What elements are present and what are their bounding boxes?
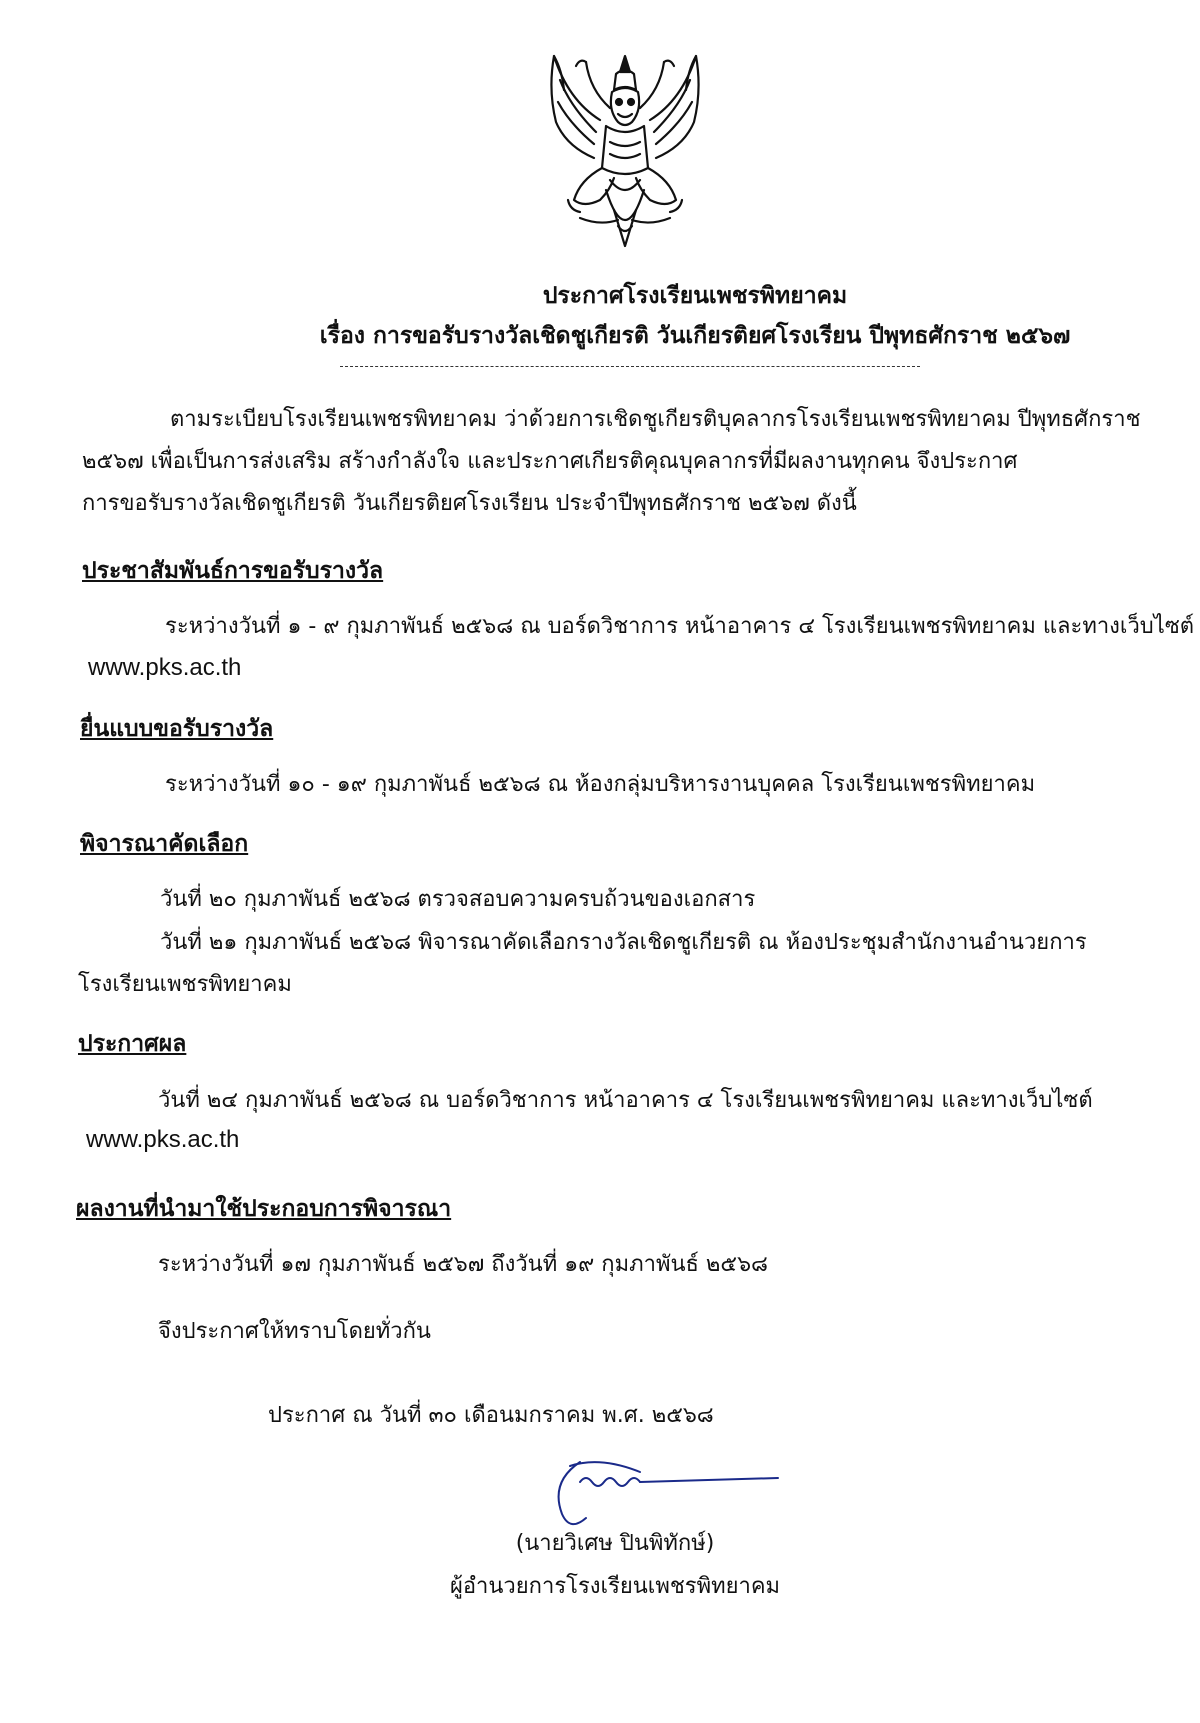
section-heading-works: ผลงานที่นำมาใช้ประกอบการพิจารณา: [76, 1196, 452, 1222]
closing-statement: จึงประกาศให้ทราบโดยทั่วกัน: [158, 1319, 431, 1344]
signatory-name: (นายวิเศษ ปินพิทักษ์): [515, 1531, 715, 1556]
selection-line-2: วันที่ ๒๑ กุมภาพันธ์ ๒๕๖๘ พิจารณาคัดเลือกรางวัลเชิดชูเกียรติ ณ ห้องประชุมสำนักงานอำนวยการ: [160, 930, 1087, 955]
works-line-1: ระหว่างวันที่ ๑๗ กุมภาพันธ์ ๒๕๖๗ ถึงวันที่ ๑๙ กุมภาพันธ์ ๒๕๖๘: [158, 1252, 769, 1277]
section-heading-selection: พิจารณาคัดเลือก: [80, 831, 249, 857]
handwritten-signature: [540, 1452, 790, 1532]
document-title: ประกาศโรงเรียนเพชรพิทยาคม: [542, 283, 848, 309]
announcement-date: ประกาศ ณ วันที่ ๓๐ เดือนมกราคม พ.ศ. ๒๕๖๘: [268, 1403, 714, 1428]
document-subject: เรื่อง การขอรับรางวัลเชิดชูเกียรติ วันเกียรติยศโรงเรียน ปีพุทธศักราช ๒๕๖๗: [319, 323, 1071, 349]
garuda-emblem-icon: [540, 50, 710, 255]
section-heading-announcement: ประกาศผล: [78, 1031, 187, 1057]
submission-line-1: ระหว่างวันที่ ๑๐ - ๑๙ กุมภาพันธ์ ๒๕๖๘ ณ ห้องกลุ่มบริหารงานบุคคล โรงเรียนเพชรพิทยาคม: [165, 772, 1036, 797]
title-divider: [340, 366, 920, 367]
intro-line-3: การขอรับรางวัลเชิดชูเกียรติ วันเกียรติยศโรงเรียน ประจำปีพุทธศักราช ๒๕๖๗ ดังนี้: [82, 491, 857, 516]
section-heading-publicity: ประชาสัมพันธ์การขอรับรางวัล: [82, 558, 384, 584]
publicity-line-1: ระหว่างวันที่ ๑ - ๙ กุมภาพันธ์ ๒๕๖๘ ณ บอร์ดวิชาการ หน้าอาคาร ๔ โรงเรียนเพชรพิทยาคม และทางเว็บไซต์: [165, 614, 1195, 639]
intro-line-1: ตามระเบียบโรงเรียนเพชรพิทยาคม ว่าด้วยการเชิดชูเกียรติบุคลากรโรงเรียนเพชรพิทยาคม ปีพุทธศักราช: [170, 407, 1141, 432]
selection-line-3: โรงเรียนเพชรพิทยาคม: [78, 972, 292, 997]
intro-line-2: ๒๕๖๗ เพื่อเป็นการส่งเสริม สร้างกำลังใจ และประกาศเกียรติคุณบุคลากรที่มีผลงานทุกคน จึงประกาศ: [82, 449, 1018, 474]
section-heading-submission: ยื่นแบบขอรับรางวัล: [80, 716, 274, 742]
publicity-website: www.pks.ac.th: [88, 654, 242, 681]
selection-line-1: วันที่ ๒๐ กุมภาพันธ์ ๒๕๖๘ ตรวจสอบความครบถ้วนของเอกสาร: [160, 887, 756, 912]
signatory-position: ผู้อำนวยการโรงเรียนเพชรพิทยาคม: [449, 1574, 781, 1599]
announcement-website: www.pks.ac.th: [86, 1126, 240, 1153]
announcement-line-1: วันที่ ๒๔ กุมภาพันธ์ ๒๕๖๘ ณ บอร์ดวิชาการ หน้าอาคาร ๔ โรงเรียนเพชรพิทยาคม และทางเว็บไซต์: [158, 1088, 1093, 1113]
